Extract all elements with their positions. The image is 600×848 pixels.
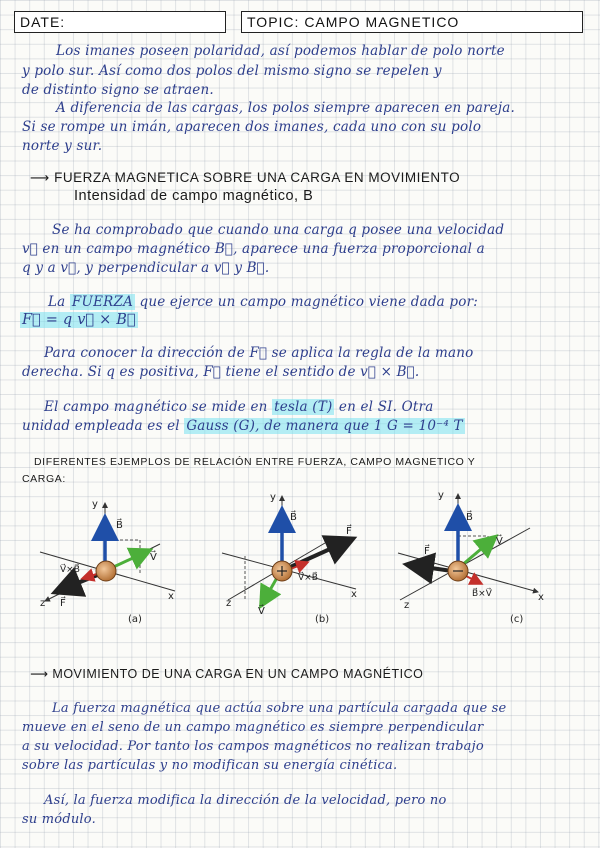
v-label: V⃗ [150,552,157,563]
x-axis-label: x [351,589,357,600]
x-axis-label: x [168,591,174,602]
v-label: V⃗ [496,536,503,547]
f-label: F⃗ [346,526,352,537]
f-label: F⃗ [60,598,66,609]
charge [96,561,116,581]
z-axis-label: z [40,598,46,609]
section1-title: FUERZA MAGNETICA SOBRE UNA CARGA EN MOVIMIENTO [54,170,461,185]
v-vector [262,576,278,604]
rule-line-2: derecha. Si q es positiva, F⃗ tiene el sentido de v⃗ × B⃗. [22,364,420,380]
closing-line-5: Así, la fuerza modifica la dirección de la velocidad, pero no [44,793,447,808]
units-post: en el SI. Otra [338,399,434,415]
z-axis-label: z [226,598,232,609]
body-line-3: q y a v⃗, y perpendicular a v⃗ y B⃗. [22,260,270,276]
section1-heading [30,168,460,188]
force-diagrams [0,488,600,658]
closing-line-4: sobre las partículas y no modifican su energía cinética. [22,758,398,773]
bxv-label: B⃗×V⃗ [472,589,492,599]
date-field [14,11,226,33]
caption-b: (b) [315,614,330,625]
b-label: B⃗ [116,520,123,531]
closing-line-1: La fuerza magnética que actúa sobre una partícula cargada que se [52,701,507,716]
x-axis-label: x [538,592,544,603]
intro-line-1: Los imanes poseen polaridad, así podemos hablar de polo norte [56,43,505,59]
b-label: B⃗ [290,512,297,523]
f-label: F⃗ [424,546,430,557]
rule-line-1: Para conocer la dirección de F⃗ se aplica la regla de la mano [44,345,474,361]
units2-pre: unidad empleada es el [22,418,180,434]
section2-arrow: ⟶ [30,666,49,681]
diagram-a [40,499,175,625]
diagram-c [398,490,544,625]
intro-line-5: Si se rompe un imán, aparecen dos imanes, cada uno con su polo [22,119,482,135]
intro-line-3: de distinto signo se atraen. [22,82,214,98]
section2-title: MOVIMIENTO DE UNA CARGA EN UN CAMPO MAGNÉTICO [52,667,424,681]
y-axis-label: y [270,492,276,503]
gauss-highlight: Gauss (G), de manera que 1 G = 10⁻⁴ T [186,418,463,434]
tesla-highlight: tesla (T) [274,399,333,415]
topic-label: TOPIC: [247,14,300,30]
f-vector [288,540,350,568]
force-highlight: FUERZA [71,294,134,310]
body-line-1: Se ha comprobado que cuando una carga q posee una velocidad [52,222,505,238]
units-line-1 [44,398,433,418]
caption-a: (a) [128,614,142,625]
intro-line-4: A diferencia de las cargas, los polos siempre aparecen en pareja. [56,100,515,116]
caption-c: (c) [510,614,524,625]
units-line-2 [22,417,465,437]
topic-value: CAMPO MAGNETICO [304,14,460,30]
units-pre: El campo magnético se mide en [44,399,268,415]
v-vector [461,538,494,566]
v-label: V⃗ [258,606,265,617]
b-label: B⃗ [466,512,473,523]
section1-arrow: ⟶ [30,170,50,186]
force-formula [20,311,138,331]
y-axis-label: y [438,490,444,501]
f-vector [58,574,100,591]
z-axis-label: z [404,600,410,611]
examples-title-2: CARGA: [22,473,66,485]
diagram-b [222,492,357,625]
force-intro-line [48,293,478,313]
closing-line-3: a su velocidad. Por tanto los campos magnéticos no realizan trabajo [22,739,484,754]
section1-subtitle: Intensidad de campo magnético, B [74,188,314,204]
closing-line-2: mueve en el seno de un campo magnético es siempre perpendicular [22,720,484,735]
vxb-label: V⃗×B⃗ [60,565,80,575]
force-intro-post: que ejerce un campo magnético viene dada por: [139,294,478,310]
section2-heading [30,664,423,684]
topic-field [241,11,583,33]
force-formula-text: F⃗ = q v⃗ × B⃗ [22,312,136,328]
body-line-2: v⃗ en un campo magnético B⃗, aparece una fuerza proporcional a [22,241,485,257]
intro-line-6: norte y sur. [22,138,103,154]
force-intro-pre: La [48,294,66,310]
date-label: DATE: [20,14,66,30]
examples-title-1: DIFERENTES EJEMPLOS DE RELACIÓN ENTRE FUERZA, CAMPO MAGNETICO Y [34,456,476,468]
intro-line-2: y polo sur. Así como dos polos del mismo signo se repelen y [22,63,442,79]
vxb-label: V⃗×B⃗ [298,573,318,583]
closing-line-6: su módulo. [22,812,96,827]
y-axis-label: y [92,499,98,510]
